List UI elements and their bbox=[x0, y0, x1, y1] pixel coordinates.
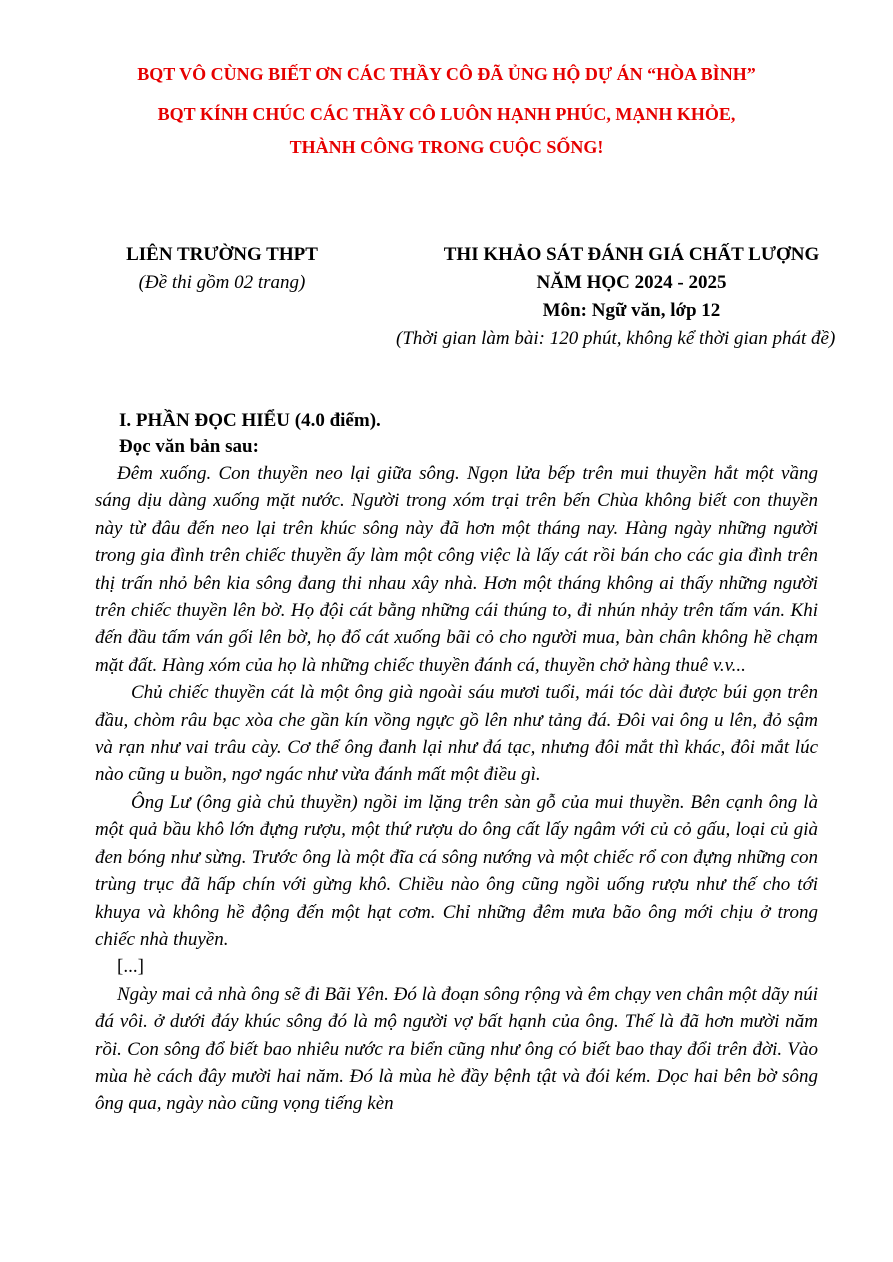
reading-instruction: Đọc văn bản sau: bbox=[119, 436, 259, 457]
subject-line: Môn: Ngữ văn, lớp 12 bbox=[542, 300, 721, 321]
pages-note: (Đề thi gồm 02 trang) bbox=[138, 272, 306, 293]
school-name: LIÊN TRƯỜNG THPT bbox=[126, 244, 318, 265]
section-title: I. PHẦN ĐỌC HIỂU (4.0 điểm). bbox=[119, 410, 381, 431]
passage-paragraph-1: Đêm xuống. Con thuyền neo lại giữa sông. Ngọn lửa bếp trên mui thuyền hắt một vầng sáng dịu dàng xuống mặt nước. Người trong xóm trại trên bến Chùa không biết con thuyền này từ đâu đến neo lại trên khúc sông này đã hơn một tháng nay. Hàng ngày những người trong gia đình trên chiếc thuyền ấy làm một công việc là lấy cát rồi bán cho các gia đình trên thị trấn nhỏ bên kia sông đang thi nhau xây nhà. Hơn một tháng không ai thấy những người trên chiếc thuyền lên bờ. Họ đội cát bằng những cái thúng to, đi nhún nhảy trên tấm ván. Khi đến đầu tấm ván gối lên bờ, họ đổ cát xuống bãi cỏ cho người mua, bàn chân không hề chạm mặt đất. Hàng xóm của họ là những chiếc thuyền đánh cá, thuyền chở hàng thuê v.v... bbox=[95, 463, 818, 676]
passage-paragraph-2: Chủ chiếc thuyền cát là một ông già ngoài sáu mươi tuổi, mái tóc dài được búi gọn trên đầu, chòm râu bạc xòa che gần kín vồng ngực gồ lên như tảng đá. Đôi vai ông u lên, đỏ sậm và rạn như vai trâu cày. Cơ thể ông đanh lại như đá tạc, nhưng đôi mắt thì khác, đôi mắt lúc nào cũng u buồn, ngơ ngác như vừa đánh mất một điều gì. bbox=[95, 682, 818, 786]
passage-paragraph-3: Ông Lư (ông già chủ thuyền) ngồi im lặng trên sàn gỗ của mui thuyền. Bên cạnh ông là một quả bầu khô lớn đựng rượu, một thứ rượu do ông cất lấy ngâm với củ cỏ gấu, loại củ già đen bóng như sừng. Trước ông là một đĩa cá sông nướng và một chiếc rổ con đựng những con trùng trục đã hấp chín với gừng khô. Chiều nào ông cũng ngồi uống rượu như thế cho tới khuya và không hề động đến một hạt cơm. Chỉ những đêm mưa bão ông mới chịu ở trong chiếc nhà thuyền. bbox=[95, 791, 818, 950]
banner-line-3: THÀNH CÔNG TRONG CUỘC SỐNG! bbox=[289, 137, 604, 157]
passage-ellipsis: [...] bbox=[117, 956, 144, 978]
time-note: (Thời gian làm bài: 120 phút, không kể thời gian phát đề) bbox=[396, 328, 836, 349]
banner-line-2: BQT KÍNH CHÚC CÁC THẦY CÔ LUÔN HẠNH PHÚC, MẠNH KHỎE, bbox=[157, 104, 736, 124]
banner-line-1: BQT VÔ CÙNG BIẾT ƠN CÁC THẦY CÔ ĐÃ ỦNG HỘ DỰ ÁN “HÒA BÌNH” bbox=[137, 64, 756, 84]
reading-passage bbox=[95, 460, 818, 1118]
passage-paragraph-4: Ngày mai cả nhà ông sẽ đi Bãi Yên. Đó là đoạn sông rộng và êm chạy ven chân một dãy núi đá vôi. ở dưới đáy khúc sông đó là mộ người vợ bất hạnh của ông. Thế là đã hơn mười năm rồi. Con sông đổ biết bao nhiêu nước ra biển cũng như ông có biết bao thay đổi trên đời. Vào mùa hè cách đây mười hai năm. Đó là mùa hè đầy bệnh tật và đói kém. Dọc hai bên bờ sông ông qua, ngày nào cũng vọng tiếng kèn bbox=[95, 983, 818, 1115]
exam-title: THI KHẢO SÁT ĐÁNH GIÁ CHẤT LƯỢNG bbox=[443, 244, 820, 265]
school-year: NĂM HỌC 2024 - 2025 bbox=[536, 272, 727, 293]
